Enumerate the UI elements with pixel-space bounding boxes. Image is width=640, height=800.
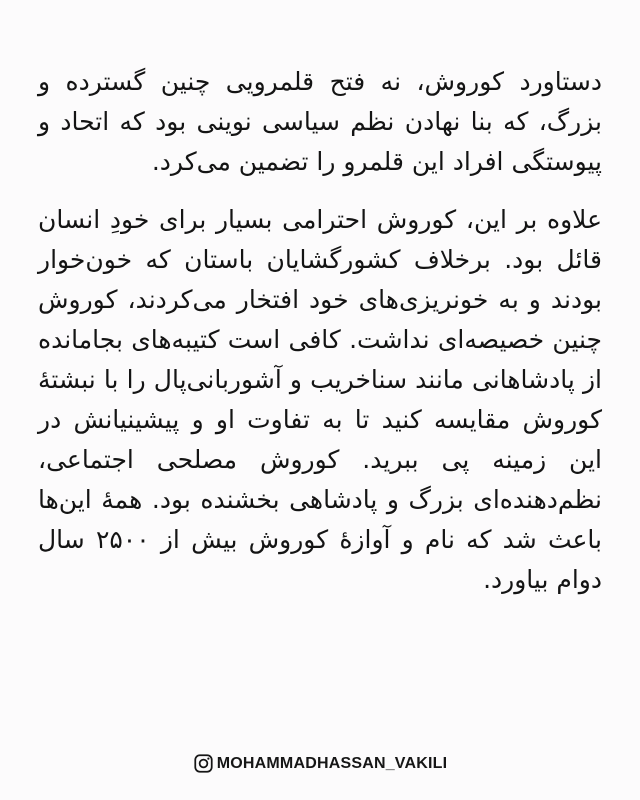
instagram-icon [193,753,214,774]
article-text [38,62,602,600]
footer-handle: MOHAMMADHASSAN_VAKILI [216,754,448,772]
paragraph-1: دستاورد کوروش، نه فتح قلمرویی چنین گسترده و بزرگ، که بنا نهادن نظم سیاسی نوینی بود که اتحاد و پیوستگی افراد این قلمرو را تضمین می‌کرد. [38,67,602,176]
footer-credit [0,753,640,774]
paragraph-2: علاوه بر این، کوروش احترامی بسیار برای خودِ انسان قائل بود. برخلاف کشورگشایان باستان که خون‌خوار بودند و به خونریزی‌های خود افتخار می‌کردند، کوروش چنین خصیصه‌ای نداشت. کافی است کتیبه‌های بجامانده از پادشاهانی مانند سناخریب و آشوربانی‌پال را با نبشتۀ کوروش مقایسه کنید تا به تفاوت او و پیشینیانش در این زمینه پی ببرید. کوروش مصلحی اجتماعی، نظم‌دهنده‌ای بزرگ و پادشاهی بخشنده بود. همۀ این‌ها باعث شد که نام و آوازۀ کوروش بیش از ۲۵۰۰ سال دوام بیاورد. [38,205,602,594]
